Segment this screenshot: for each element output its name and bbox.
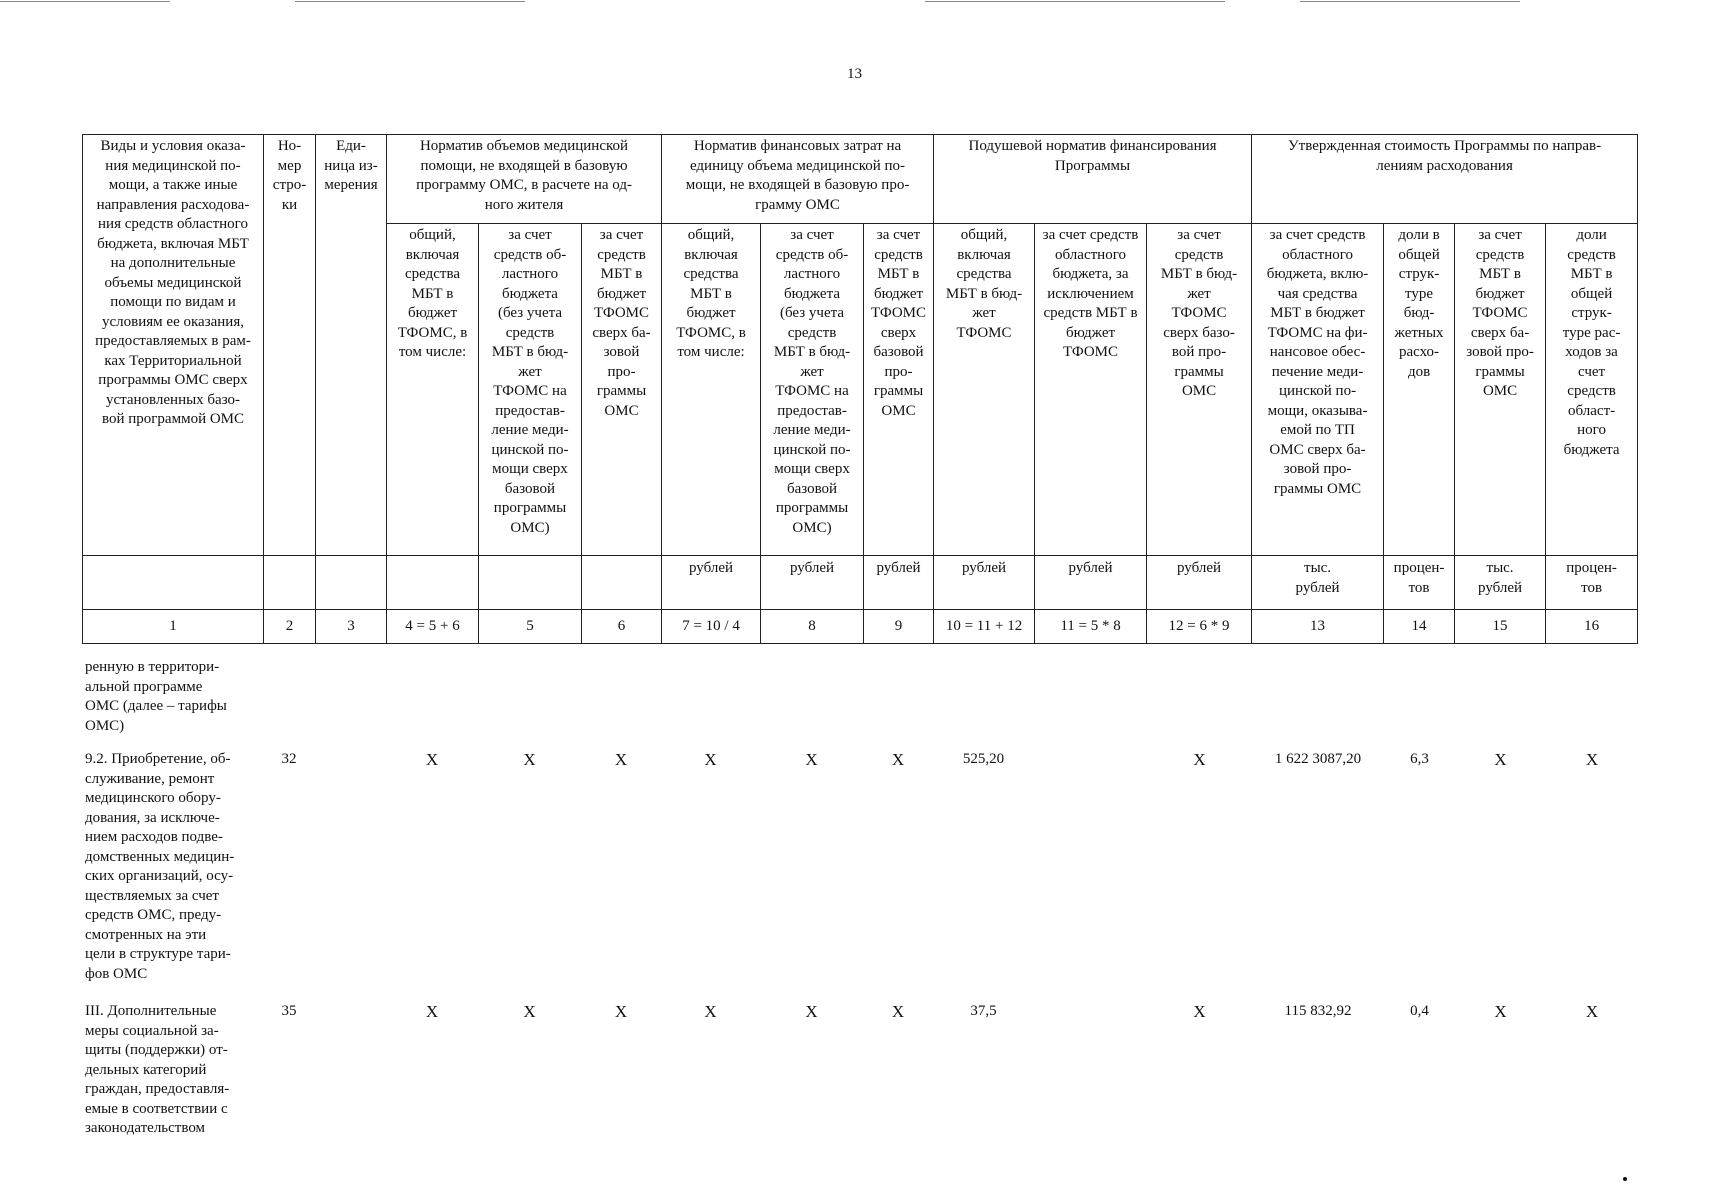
table-header — [82, 134, 1638, 644]
column-number: 5 — [479, 610, 582, 644]
value-col-13: 1 622 3087,20 — [1274, 751, 1362, 767]
unit-cell — [582, 556, 662, 610]
row-description: 9.2. Приобретение, об- служивание, ремонт медицинского обору- дования, за исключе- нием расходов подве- домственных медицин- ских организаций, осу- ществляемых за счет средств ОМС, преду- смотренных на эти цели в структуре тари- фов ОМС — [85, 751, 235, 982]
column-number: 2 — [264, 610, 316, 644]
value-col-15: X — [1494, 1002, 1507, 1021]
unit-cell: тыс. рублей — [1455, 556, 1546, 610]
sub-header-16: доли средств МБТ в общей струк- туре рас- ходов за счет средств област- ного бюджета — [1546, 224, 1638, 556]
header-cost-norm: Норматив финансовых затрат на единицу объема медицинской по- мощи, не входящей в базовую про- грамму ОМС — [662, 135, 934, 224]
column-number: 11 = 5 * 8 — [1035, 610, 1147, 644]
row-line-number: 35 — [281, 1003, 297, 1019]
column-number: 14 — [1384, 610, 1455, 644]
sub-header-14: доли в общей струк- туре бюд- жетных расхо- дов — [1384, 224, 1455, 556]
column-number: 8 — [761, 610, 864, 644]
value-col-10: 525,20 — [962, 751, 1005, 767]
header-per-capita-norm: Подушевой норматив финансирования Программы — [934, 135, 1252, 224]
sub-header-13: за счет средств областного бюджета, вклю- чая средства МБТ в бюджет ТФОМС на фи- нансовое обес- печение меди- цинской по- мощи, оказыва- емой по ТП ОМС сверх ба- зовой про- граммы ОМС — [1252, 224, 1384, 556]
unit-cell — [479, 556, 582, 610]
column-number: 1 — [83, 610, 264, 644]
unit-cell — [264, 556, 316, 610]
header-approved-cost: Утвержденная стоимость Программы по направ- лениям расходования — [1252, 135, 1638, 224]
page-number: 13 — [847, 66, 862, 82]
unit-cell: процен- тов — [1384, 556, 1455, 610]
value-col-10: 37,5 — [970, 1003, 997, 1019]
value-col-9: X — [891, 1002, 905, 1021]
column-number: 13 — [1252, 610, 1384, 644]
column-number: 10 = 11 + 12 — [934, 610, 1035, 644]
sub-header-8: за счет средств об- ластного бюджета (без учета средств МБТ в бюд- жет ТФОМС на предостав- ление меди- цинской по- мощи сверх базовой программы ОМС) — [761, 224, 864, 556]
scan-dot — [1623, 1177, 1627, 1181]
value-col-8: X — [805, 1002, 818, 1021]
sub-header-9: за счет средств МБТ в бюджет ТФОМС сверх базовой про- граммы ОМС — [864, 224, 934, 556]
row-line-number: 32 — [281, 751, 297, 767]
unit-cell: рублей — [934, 556, 1035, 610]
value-col-7: X — [704, 750, 717, 769]
unit-cell: рублей — [662, 556, 761, 610]
column-number: 16 — [1546, 610, 1638, 644]
unit-cell — [316, 556, 387, 610]
row-description: III. Дополнительные меры социальной за- щиты (поддержки) от- дельных категорий граждан, предоставля- емые в соответствии с законодательством — [85, 1003, 230, 1136]
column-number: 3 — [316, 610, 387, 644]
value-col-13: 115 832,92 — [1284, 1003, 1352, 1019]
value-col-6: X — [614, 750, 628, 769]
column-number: 7 = 10 / 4 — [662, 610, 761, 644]
sub-header-4: общий, включая средства МБТ в бюджет ТФОМС, в том числе: — [387, 224, 479, 556]
sub-header-12: за счет средств МБТ в бюд- жет ТФОМС сверх базо- вой про- граммы ОМС — [1147, 224, 1252, 556]
header-kinds-of-care: Виды и условия оказа- ния медицинской по- мощи, а также иные направления расходова- ния средств областного бюджета, включая МБТ на дополнительные объемы медицинской помощи по видам и условиям ее оказания, предоставляемых в рам- ках Территориальной программы ОМС сверх установленных базо- вой программой ОМС — [83, 135, 264, 556]
value-col-4: X — [425, 1002, 439, 1021]
column-number: 6 — [582, 610, 662, 644]
unit-cell: рублей — [1147, 556, 1252, 610]
value-col-9: X — [891, 750, 905, 769]
value-col-4: X — [425, 750, 439, 769]
column-number: 12 = 6 * 9 — [1147, 610, 1252, 644]
unit-cell: рублей — [761, 556, 864, 610]
row-description: ренную в территори- альной программе ОМС (далее – тарифы ОМС) — [85, 659, 227, 734]
value-col-6: X — [614, 1002, 628, 1021]
unit-cell: рублей — [1035, 556, 1147, 610]
value-col-8: X — [805, 750, 818, 769]
unit-cell: рублей — [864, 556, 934, 610]
sub-header-15: за счет средств МБТ в бюджет ТФОМС сверх ба- зовой про- граммы ОМС — [1455, 224, 1546, 556]
column-number: 4 = 5 + 6 — [387, 610, 479, 644]
unit-cell — [83, 556, 264, 610]
value-col-5: X — [523, 750, 536, 769]
value-col-15: X — [1494, 750, 1507, 769]
sub-header-6: за счет средств МБТ в бюджет ТФОМС сверх ба- зовой про- граммы ОМС — [582, 224, 662, 556]
unit-cell: тыс. рублей — [1252, 556, 1384, 610]
sub-header-10: общий, включая средства МБТ в бюд- жет ТФОМС — [934, 224, 1035, 556]
value-col-5: X — [523, 1002, 536, 1021]
value-col-14: 6,3 — [1410, 751, 1429, 767]
column-number: 15 — [1455, 610, 1546, 644]
unit-cell — [387, 556, 479, 610]
sub-header-5: за счет средств об- ластного бюджета (без учета средств МБТ в бюд- жет ТФОМС на предостав- ление меди- цинской по- мощи сверх базовой программы ОМС) — [479, 224, 582, 556]
header-volume-norm: Норматив объемов медицинской помощи, не входящей в базовую программу ОМС, в расчете на од- ного жителя — [387, 135, 662, 224]
sub-header-11: за счет средств областного бюджета, за исключением средств МБТ в бюджет ТФОМС — [1035, 224, 1147, 556]
value-col-16: X — [1585, 750, 1599, 769]
header-unit: Еди- ница из- мерения — [316, 135, 387, 556]
value-col-7: X — [704, 1002, 717, 1021]
unit-cell: процен- тов — [1546, 556, 1638, 610]
value-col-12: X — [1193, 750, 1206, 769]
value-col-14: 0,4 — [1410, 1003, 1429, 1019]
header-line-number: Но- мер стро- ки — [264, 135, 316, 556]
column-number: 9 — [864, 610, 934, 644]
sub-header-7: общий, включая средства МБТ в бюджет ТФОМС, в том числе: — [662, 224, 761, 556]
value-col-16: X — [1585, 1002, 1599, 1021]
value-col-12: X — [1193, 1002, 1206, 1021]
